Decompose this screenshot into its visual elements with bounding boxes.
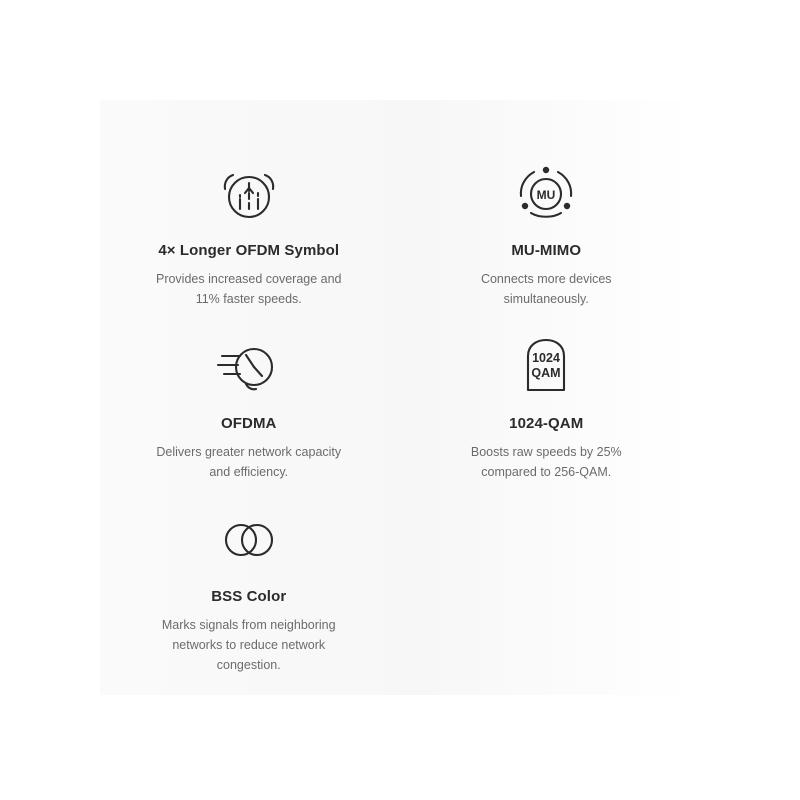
feature-card-bss-color [100,504,398,675]
feature-description: Boosts raw speeds by 25% compared to 256-QAM. [470,445,622,479]
feature-grid [100,100,695,695]
mu-mimo-icon [515,158,577,230]
feature-card-ofdma [100,331,398,482]
feature-panel [100,100,695,695]
feature-title: MU-MIMO [511,242,582,259]
feature-description: Provides increased coverage and 11% faster speeds. [155,272,342,306]
feature-description: Connects more devices simultaneously. [480,272,612,306]
mu-mimo-icon-label: MU [536,188,556,202]
feature-title: 1024-QAM [509,415,584,432]
bss-color-rings-icon [218,504,280,576]
qam-icon-label-bottom: QAM [531,366,561,380]
qam-icon-label-top: 1024 [532,351,561,365]
feature-title: 4× Longer OFDM Symbol [158,242,340,259]
feature-description: Delivers greater network capacity and efficiency. [156,445,342,479]
feature-card-ofdm-symbol [100,158,398,309]
ofdma-gauge-icon [216,331,282,403]
feature-title: BSS Color [211,588,287,605]
qam-icon [518,331,574,403]
feature-card-1024-qam [398,331,696,482]
feature-title: OFDMA [221,415,277,432]
alarm-clock-icon [218,158,280,230]
feature-description: Marks signals from neighboring networks to reduce network congestion. [161,618,336,672]
feature-card-mu-mimo [398,158,696,309]
